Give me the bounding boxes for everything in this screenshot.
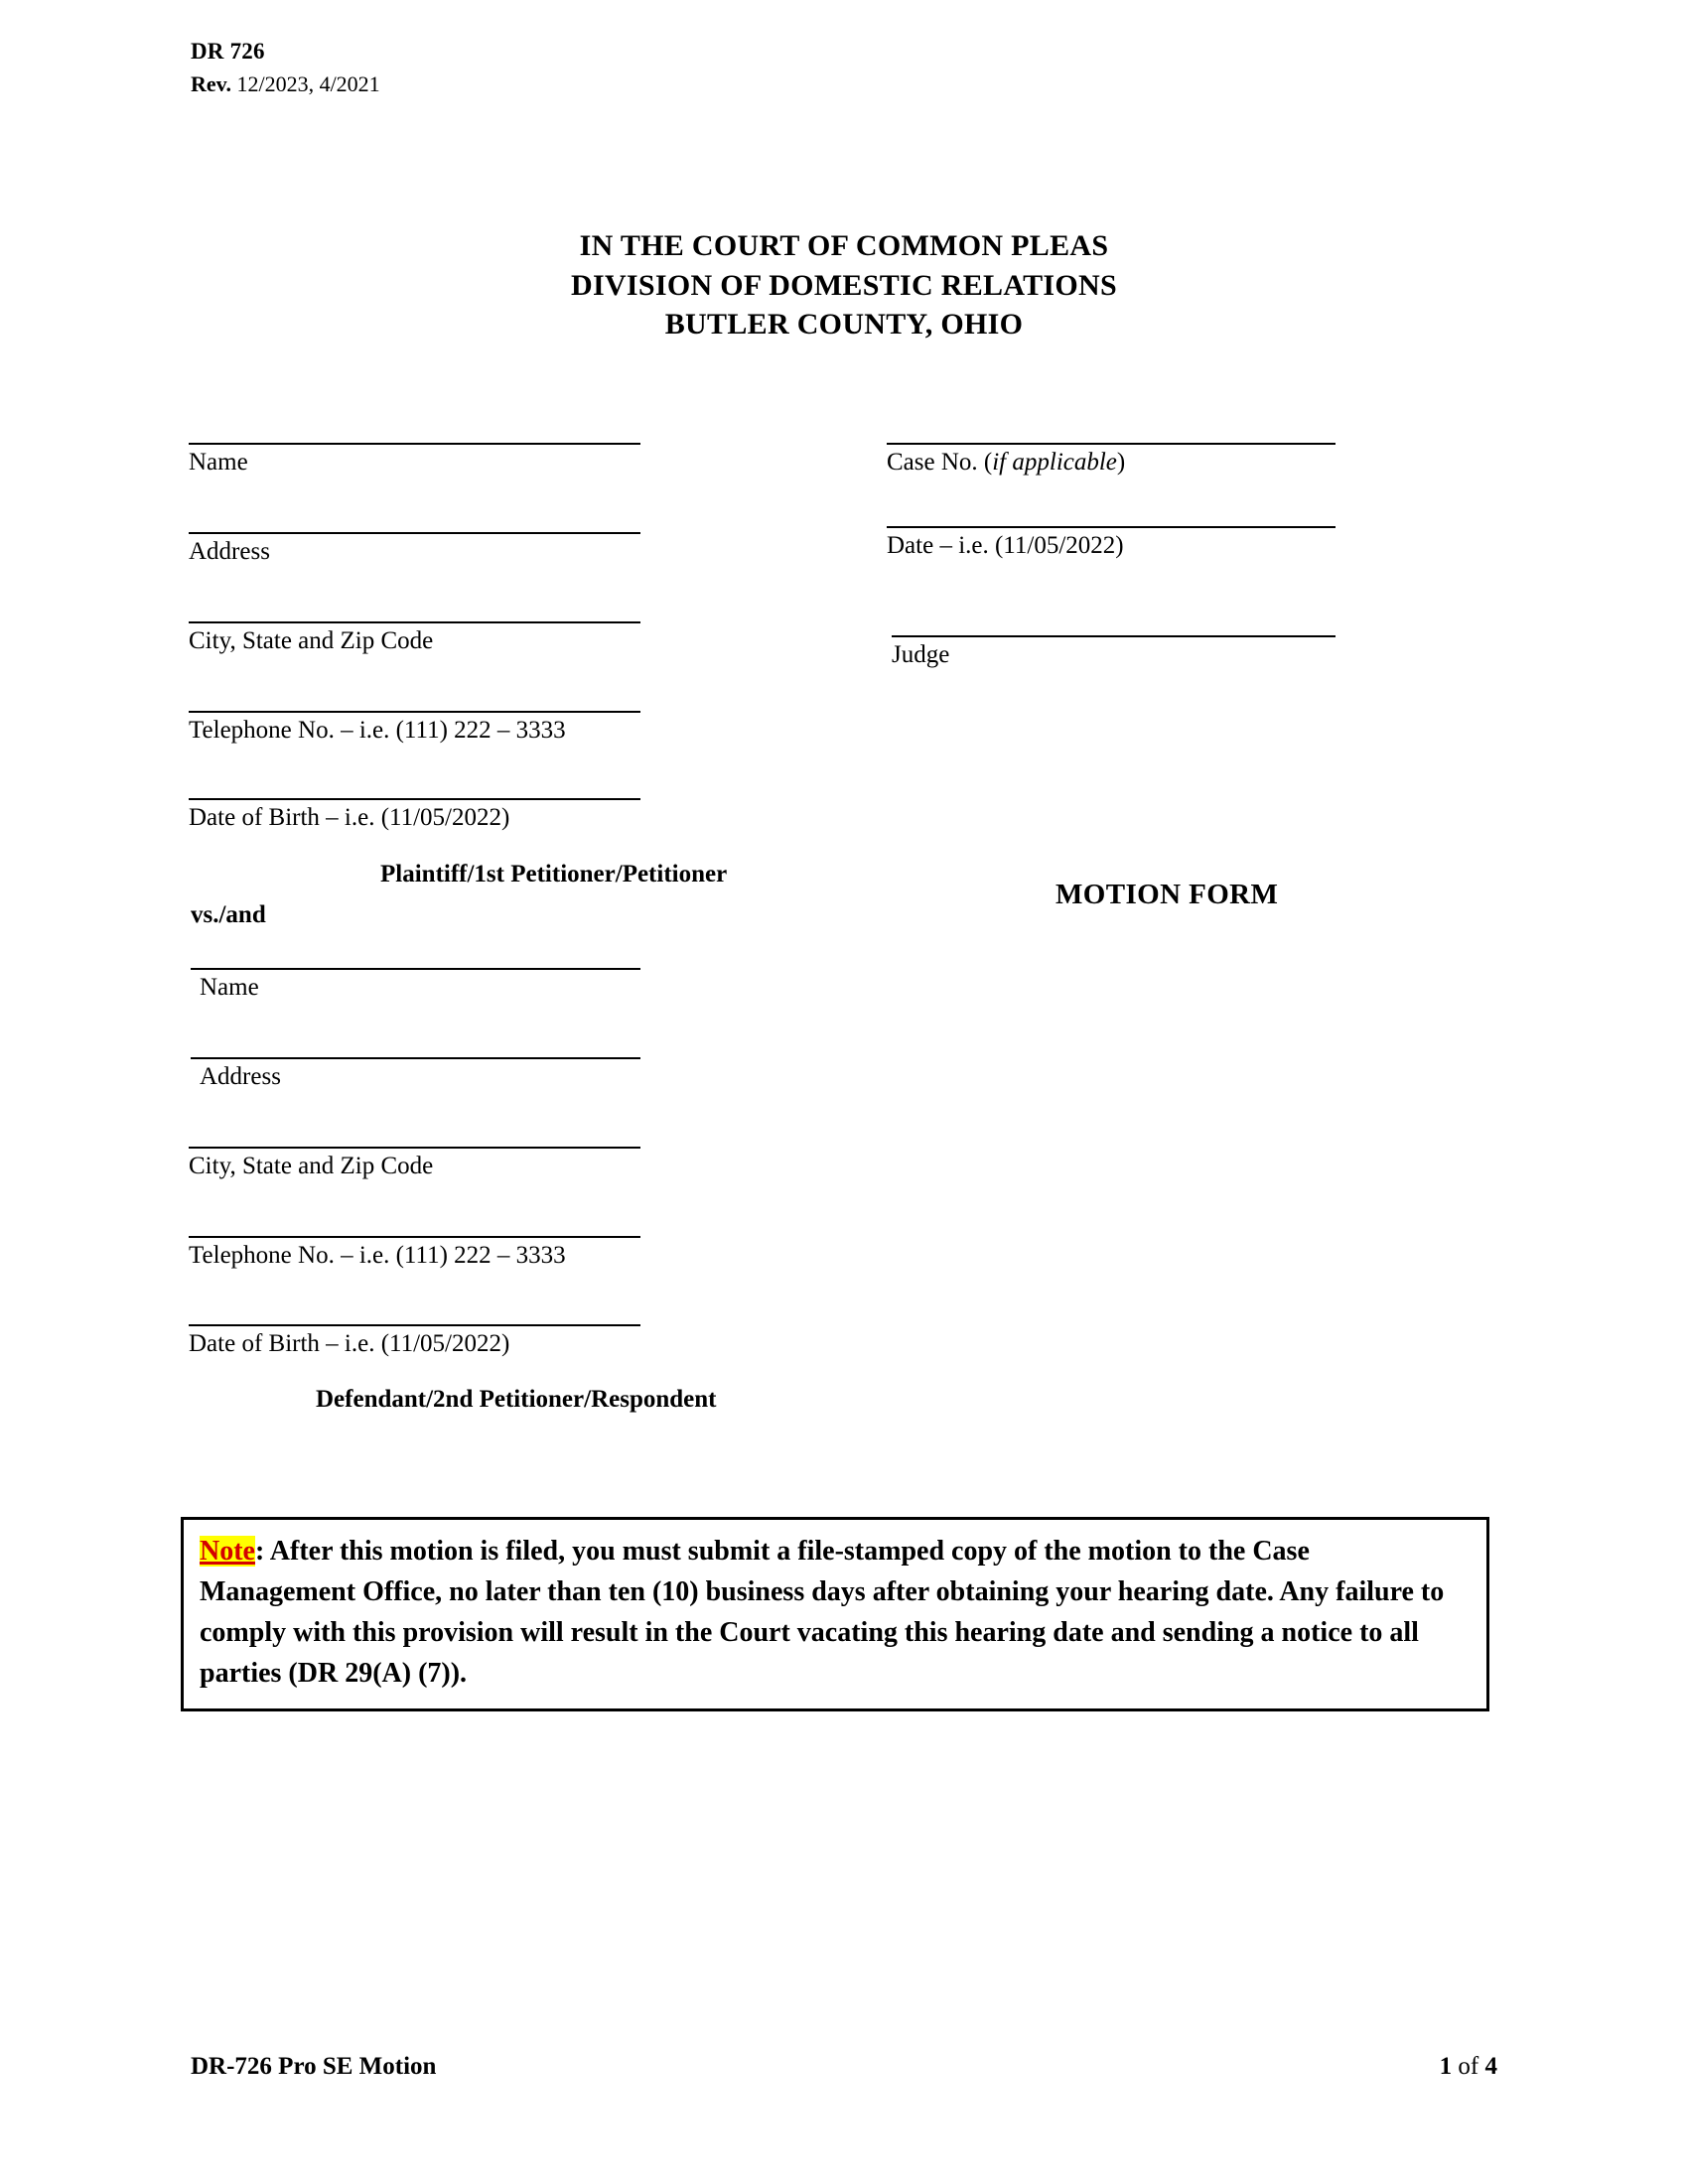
respondent-address-label: Address [200, 1063, 281, 1090]
petitioner-telephone-field[interactable] [189, 711, 640, 746]
versus-label: vs./and [191, 901, 266, 928]
respondent-name-field[interactable] [191, 968, 640, 1003]
judge-label: Judge [892, 641, 950, 668]
revision-prefix: Rev. [191, 70, 231, 96]
footer-page-total: 4 [1484, 2053, 1497, 2080]
petitioner-city-state-zip-label: City, State and Zip Code [189, 627, 434, 654]
footer-page-current: 1 [1439, 2053, 1453, 2080]
page-footer [191, 2053, 1497, 2081]
respondent-telephone-field[interactable] [189, 1236, 640, 1271]
judge-field[interactable] [892, 635, 1336, 670]
respondent-telephone-label: Telephone No. – i.e. (111) 222 – 3333 [189, 1242, 566, 1269]
petitioner-telephone-label: Telephone No. – i.e. (111) 222 – 3333 [189, 717, 566, 744]
respondent-name-label: Name [200, 974, 259, 1001]
form-revision [191, 68, 380, 99]
respondent-city-state-zip-label: City, State and Zip Code [189, 1153, 434, 1179]
document-title: MOTION FORM [1055, 879, 1279, 910]
petitioner-name-field[interactable] [189, 443, 640, 478]
date-label: Date – i.e. (11/05/2022) [887, 532, 1124, 559]
footer-form-name: DR-726 Pro SE Motion [191, 2053, 437, 2080]
court-caption-line-3: BUTLER COUNTY, OHIO [664, 308, 1024, 341]
note-body: After this motion is filed, you must submit a file-stamped copy of the motion to the Case Management Office, no later than ten (10) business days after obtaining your hearing date. Any failure to comply with this provision will result in the Court vacating this hearing date and sending a notice to all parties (DR 29(A) (7)). [200, 1536, 1445, 1689]
note-label: Note [200, 1536, 255, 1567]
note-colon: : [254, 1536, 265, 1567]
date-field[interactable] [887, 526, 1336, 561]
footer-page-number [1440, 2053, 1497, 2081]
case-number-label-italic: if applicable [992, 449, 1117, 476]
case-number-label-suffix: ) [1116, 449, 1126, 476]
petitioner-city-state-zip-field[interactable] [189, 621, 640, 656]
petitioner-name-label: Name [189, 449, 248, 476]
petitioner-address-label: Address [189, 538, 270, 565]
petitioner-dob-field[interactable] [189, 798, 640, 833]
court-caption-line-2: DIVISION OF DOMESTIC RELATIONS [571, 268, 1117, 302]
respondent-dob-field[interactable] [189, 1324, 640, 1359]
case-number-label [887, 445, 1336, 478]
revision-dates: 12/2023, 4/2021 [236, 70, 380, 96]
form-code: DR 726 [191, 39, 265, 64]
petitioner-role-label: Plaintiff/1st Petitioner/Petitioner [380, 861, 728, 887]
petitioner-dob-label: Date of Birth – i.e. (11/05/2022) [189, 804, 510, 831]
court-caption-line-1: IN THE COURT OF COMMON PLEAS [579, 229, 1109, 262]
case-number-field[interactable] [887, 443, 1336, 478]
petitioner-address-field[interactable] [189, 532, 640, 567]
respondent-dob-label: Date of Birth – i.e. (11/05/2022) [189, 1330, 510, 1357]
respondent-city-state-zip-field[interactable] [189, 1147, 640, 1181]
note-text [200, 1532, 1471, 1695]
respondent-address-field[interactable] [191, 1057, 640, 1092]
footer-page-of: of [1458, 2053, 1479, 2080]
court-caption [0, 226, 1688, 344]
respondent-role-label: Defendant/2nd Petitioner/Respondent [316, 1386, 717, 1413]
note-box [181, 1517, 1489, 1711]
form-code-stamp [191, 36, 380, 99]
case-number-label-prefix: Case No. ( [887, 449, 993, 476]
